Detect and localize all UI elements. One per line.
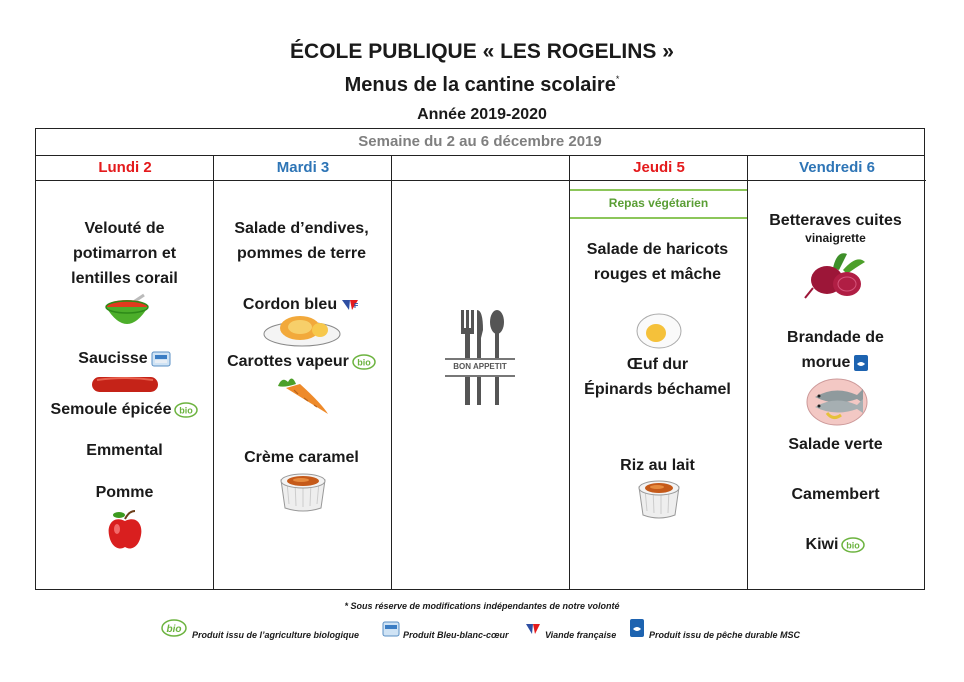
svg-text:bio: bio [357,357,371,368]
apple-icon [105,507,145,553]
lundi-dish-pomme: Pomme [95,484,154,501]
rice-pudding-icon [635,477,683,523]
mardi-dish-salade [213,216,390,266]
vendredi-dish-kiwi [747,532,924,557]
legend-msc [629,618,829,646]
column-divider [391,155,392,589]
boiled-egg-icon [634,311,684,351]
fish-plate-icon [805,377,869,427]
cordon-bleu-icon [262,312,342,348]
bon-appetit-logo-icon [445,308,515,408]
bon-appetit-text: BON APPETIT [453,362,507,371]
lundi-dish-saucisse [36,346,213,371]
dish-text: Semoule épicée [50,401,172,418]
bio-badge-icon [841,537,865,553]
dish-text: Carottes vapeur [227,353,349,370]
carrot-icon [270,374,334,418]
dish-text: Kiwi [805,536,839,553]
dish-line: potimarron et [72,245,177,262]
mardi-dish-creme-caramel: Crème caramel [244,449,359,466]
svg-text:bio: bio [166,624,182,635]
lundi-dish-semoule [36,397,213,422]
day-header-jeudi: Jeudi 5 [570,155,748,181]
dish-line: Salade d’endives, [234,220,369,237]
dish-text: Saucisse [78,350,148,367]
day-header-mercredi [392,155,570,181]
mardi-dish-carottes [213,349,390,374]
legend-bbc-label: Produit Bleu-blanc-cœur [403,630,509,640]
week-header: Semaine du 2 au 6 décembre 2019 [36,129,924,156]
dish-line: rouges et mâche [593,266,722,283]
bio-badge-icon [160,618,188,638]
svg-text:F: F [354,302,359,310]
vendredi-dish-salade-verte: Salade verte [788,436,883,453]
vendredi-dish-betteraves: Betteraves cuites [769,212,902,229]
dish-line: pommes de terre [237,245,366,262]
lundi-dish-veloute [36,216,213,291]
vendredi-dish-brandade [747,325,924,375]
vegetarian-meal-banner: Repas végétarien [570,189,747,219]
jeudi-dish-riz-au-lait: Riz au lait [620,457,695,474]
beetroot-icon [803,250,869,302]
svg-text:bio: bio [179,405,194,416]
viande-francaise-icon [340,298,360,312]
msc-fish-icon [853,354,869,372]
legend-msc-label: Produit issu de pêche durable MSC [649,630,801,640]
dish-line: Œuf dur [626,356,689,373]
footnote: * Sous réserve de modifications indépendantes de notre volonté [344,601,620,611]
bio-badge-icon [174,402,198,418]
jeudi-dish-oeuf-epinards [569,352,746,402]
dish-line: Épinards béchamel [584,381,731,398]
subtitle-text: Menus de la cantine scolaire [344,74,616,96]
bleu-blanc-coeur-icon [382,620,400,638]
school-year: Année 2019-2020 [417,106,547,123]
lundi-dish-emmental: Emmental [86,442,163,459]
dish-text: Cordon bleu [242,296,338,313]
menu-subtitle [0,74,964,97]
day-header-mardi: Mardi 3 [214,155,392,181]
dish-text: morue [801,354,851,371]
school-title: ÉCOLE PUBLIQUE « LES ROGELINS » [290,40,674,63]
vendredi-dish-camembert: Camembert [791,486,880,503]
viande-francaise-icon [524,622,542,636]
vendredi-dish-vinaigrette: vinaigrette [805,231,866,245]
dish-line: Brandade de [787,329,884,346]
dish-line [747,350,924,375]
sausage-icon [89,372,161,396]
legend-vf-label: Viande française [545,630,617,640]
legend-bbc [382,618,522,646]
creme-caramel-icon [277,470,329,516]
day-header-lundi: Lundi 2 [36,155,214,181]
jeudi-dish-salade-haricots [569,237,746,287]
bio-badge-icon [352,354,376,370]
bleu-blanc-coeur-icon [151,350,171,368]
dish-line: Salade de haricots [586,241,729,258]
subtitle-asterisk: * [615,74,620,84]
msc-fish-icon [629,618,645,638]
day-header-vendredi: Vendredi 6 [748,155,926,181]
legend-bio-label: Produit issu de l’agriculture biologique [192,630,360,640]
soup-bowl-icon [102,293,152,333]
dish-line: Velouté de [84,220,165,237]
dish-line: lentilles corail [71,270,178,287]
legend-vf [524,618,624,646]
svg-text:bio: bio [846,540,861,551]
